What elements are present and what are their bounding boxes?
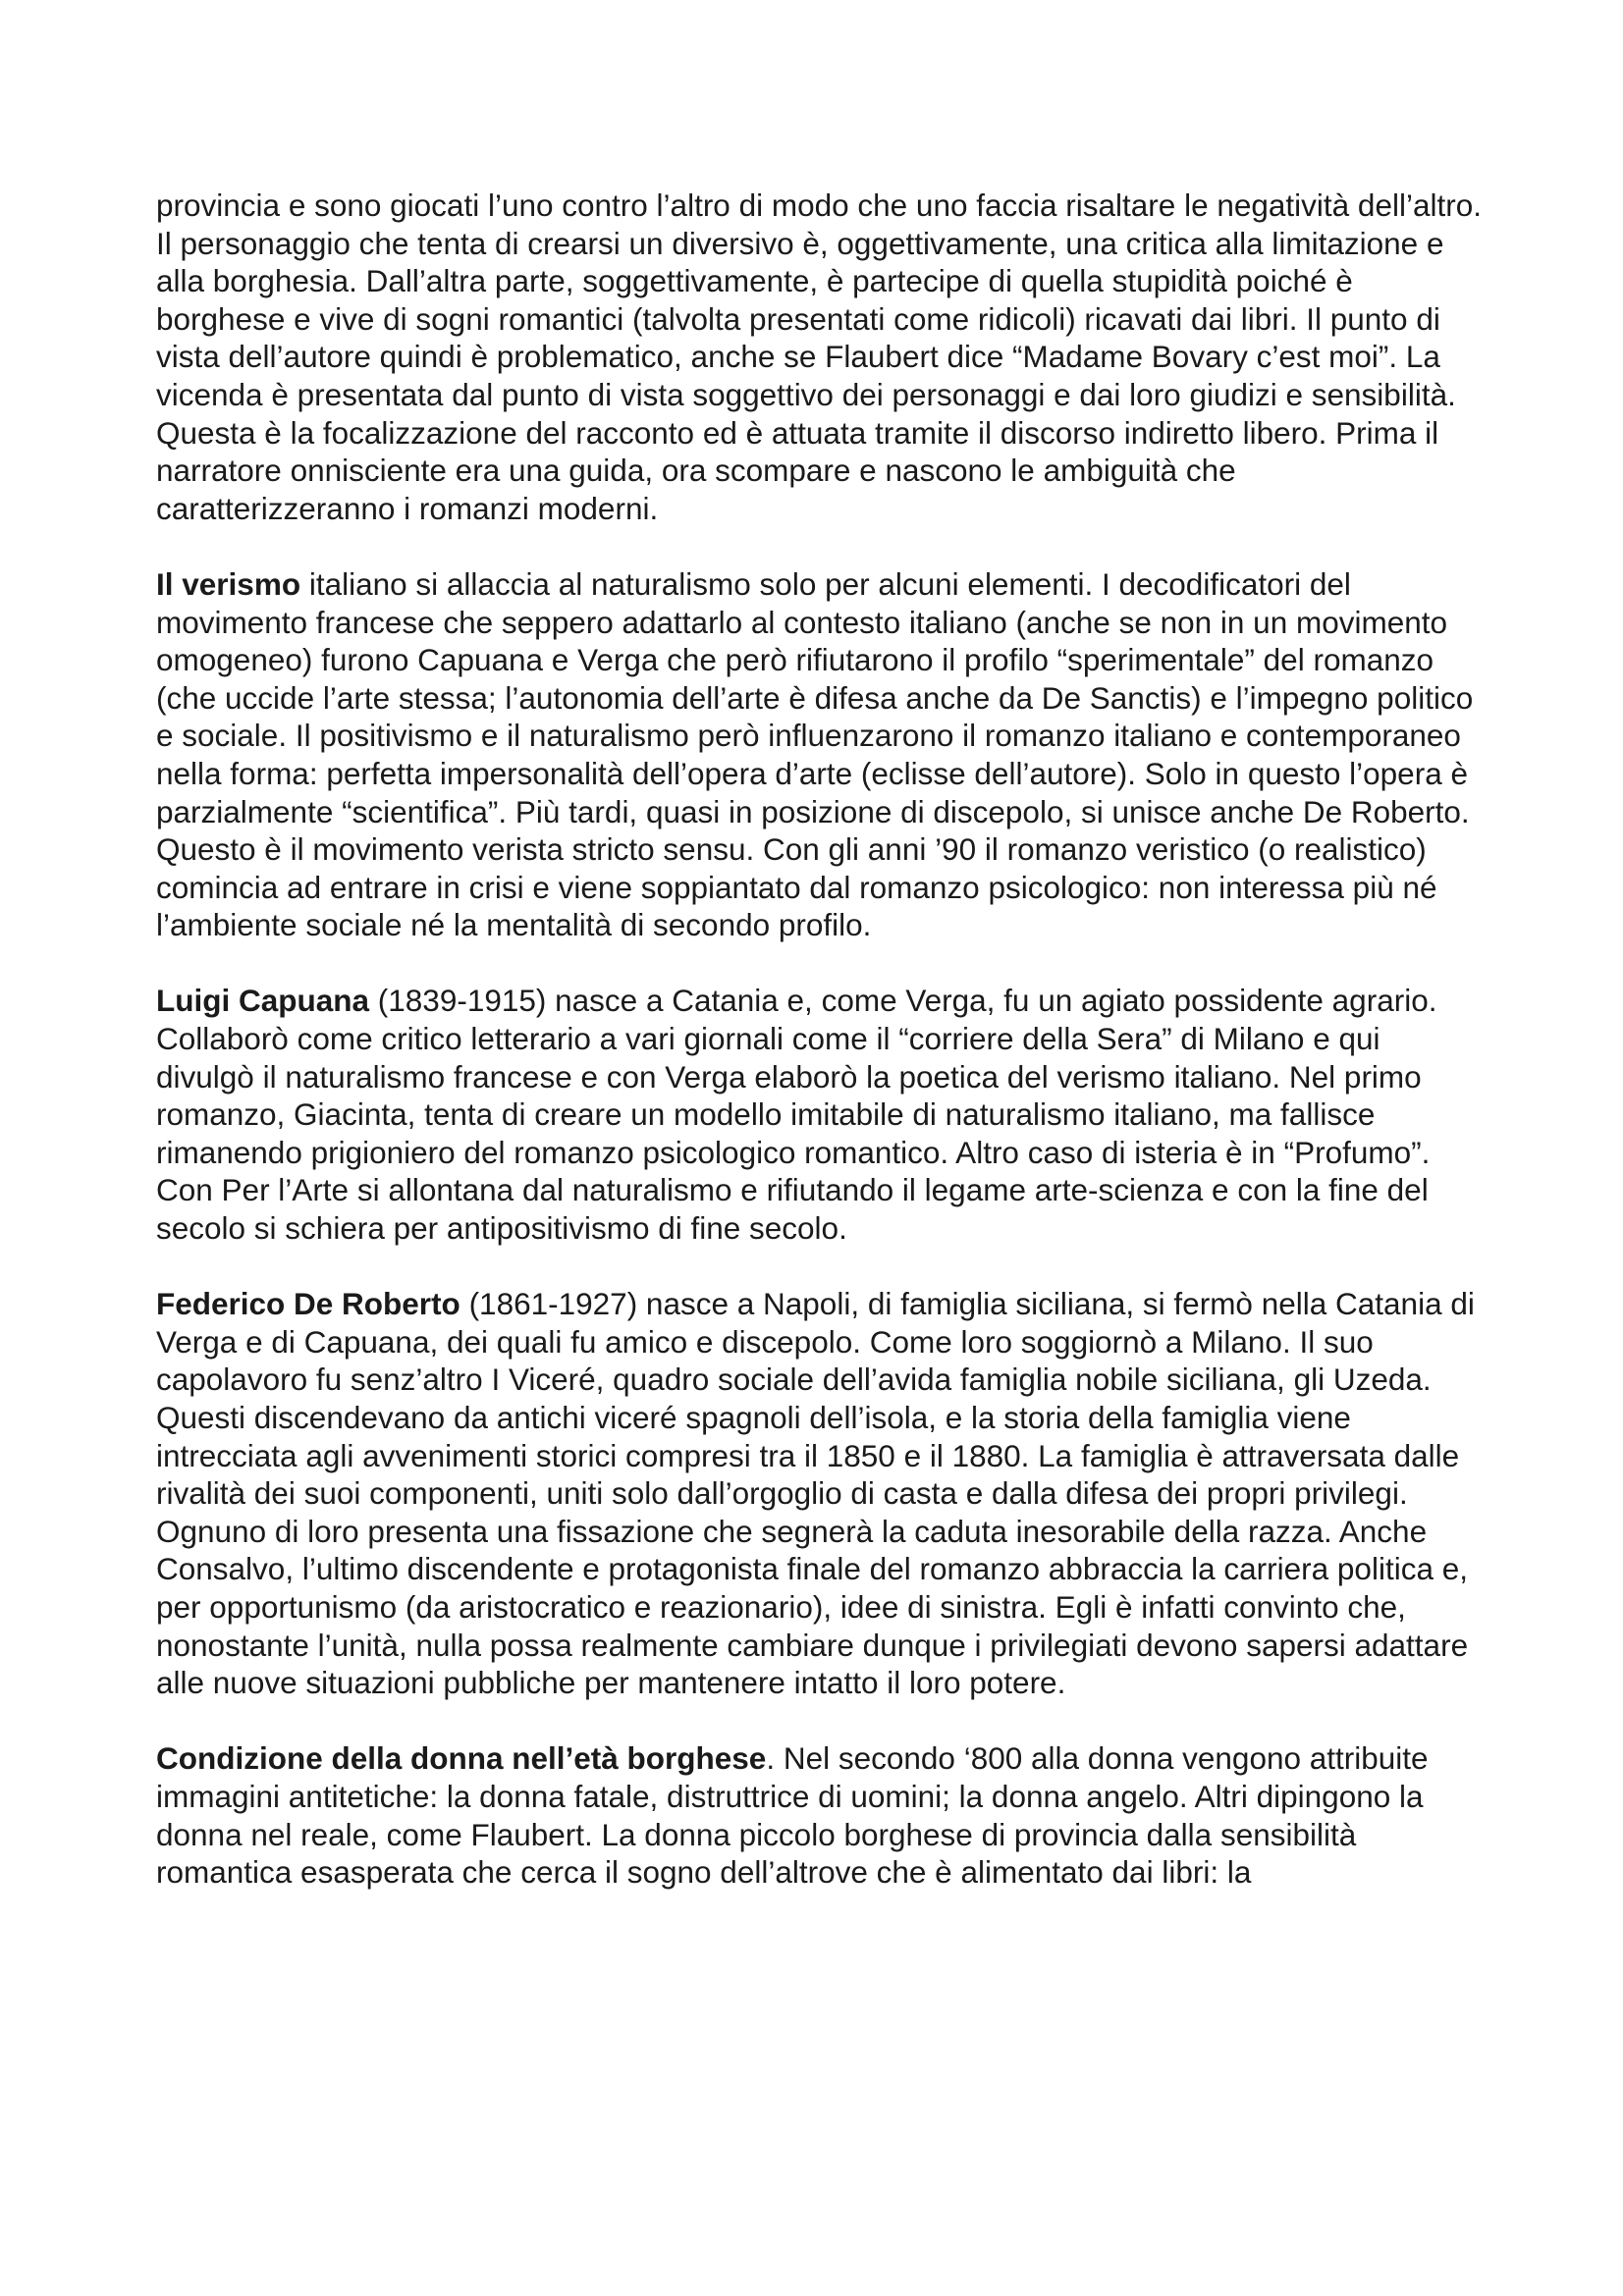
paragraph-text: provincia e sono giocati l’uno contro l’altro di modo che uno faccia risaltare le negatività dell’altro. Il personaggio che tenta di crearsi un diversivo è, oggettivamente, una critica alla limitazione e alla borghesia. Dall’altra parte, soggettivamente, è partecipe di quella stupidità poiché è borghese e vive di sogni romantici (talvolta presentati come ridicoli) ricavati dai libri. Il punto di vista dell’autore quindi è problematico, anche se Flaubert dice “Madame Bovary c’est moi”. La vicenda è presentata dal punto di vista soggettivo dei personaggi e dai loro giudizi e sensibilità. Questa è la focalizzazione del racconto ed è attuata tramite il discorso indiretto libero. Prima il narratore onnisciente era una guida, ora scompare e nascono le ambiguità che caratterizzeranno i romanzi moderni. — [156, 187, 1482, 526]
paragraph-text: (1839-1915) nasce a Catania e, come Verga, fu un agiato possidente agrario. Collaborò come critico letterario a vari giornali come il “corriere della Sera” di Milano e qui divulgò il naturalismo francese e con Verga elaborò la poetica del verismo italiano. Nel primo romanzo, Giacinta, tenta di creare un modello imitabile di naturalismo italiano, ma fallisce rimanendo prigioniero del romanzo psicologico romantico. Altro caso di isteria è in “Profumo”. Con Per l’Arte si allontana dal naturalismo e rifiutando il legame arte-scienza e con la fine del secolo si schiera per antipositivismo di fine secolo. — [156, 983, 1437, 1247]
paragraph-heading: Luigi Capuana — [156, 983, 370, 1019]
paragraph-bovary-continuation — [156, 187, 1482, 527]
paragraph-verismo — [156, 565, 1482, 944]
paragraph-text: (1861-1927) nasce a Napoli, di famiglia siciliana, si fermò nella Catania di Verga e di Capuana, dei quali fu amico e discepolo. Come loro soggiornò a Milano. Il suo capolavoro fu senz’altro I Viceré, quadro sociale dell’avida famiglia nobile siciliana, gli Uzeda. Questi discendevano da antichi viceré spagnoli dell’isola, e la storia della famiglia viene intrecciata agli avvenimenti storici compresi tra il 1850 e il 1880. La famiglia è attraversata dalle rivalità dei suoi componenti, uniti solo dall’orgoglio di casta e dalla difesa dei propri privilegi. Ognuno di loro presenta una fissazione che segnerà la caduta inesorabile della razza. Anche Consalvo, l’ultimo discendente e protagonista finale del romanzo abbraccia la carriera politica e, per opportunismo (da aristocratico e reazionario), idee di sinistra. Egli è infatti convinto che, nonostante l’unità, nulla possa realmente cambiare dunque i privilegiati devono sapersi adattare alle nuove situazioni pubbliche per mantenere intatto il loro potere. — [156, 1286, 1475, 1701]
paragraph-condizione-donna — [156, 1739, 1482, 1891]
paragraph-heading: Condizione della donna nell’età borghese — [156, 1740, 767, 1777]
paragraph-text: italiano si allaccia al naturalismo solo per alcuni elementi. I decodificatori del movimento francese che seppero adattarlo al contesto italiano (anche se non in un movimento omogeneo) furono Capuana e Verga che però rifiutarono il profilo “sperimentale” del romanzo (che uccide l’arte stessa; l’autonomia dell’arte è difesa anche da De Sanctis) e l’impegno politico e sociale. Il positivismo e il naturalismo però influenzarono il romanzo italiano e contemporaneo nella forma: perfetta impersonalità dell’opera d’arte (eclisse dell’autore). Solo in questo l’opera è parzialmente “scientifica”. Più tardi, quasi in posizione di discepolo, si unisce anche De Roberto. Questo è il movimento verista stricto sensu. Con gli anni ’90 il romanzo veristico (o realistico) comincia ad entrare in crisi e viene soppiantato dal romanzo psicologico: non interessa più né l’ambiente sociale né la mentalità di secondo profilo. — [156, 565, 1474, 943]
document-body — [156, 187, 1482, 1892]
paragraph-de-roberto — [156, 1285, 1482, 1702]
paragraph-heading: Il verismo — [156, 565, 301, 602]
paragraph-capuana — [156, 982, 1482, 1247]
paragraph-heading: Federico De Roberto — [156, 1286, 460, 1322]
paragraph-text: . Nel secondo ‘800 alla donna vengono attribuite immagini antitetiche: la donna fatale, distruttrice di uomini; la donna angelo. Altri dipingono la donna nel reale, come Flaubert. La donna piccolo borghese di provincia dalla sensibilità romantica esasperata che cerca il sogno dell’altrove che è alimentato dai libri: la — [156, 1740, 1429, 1891]
